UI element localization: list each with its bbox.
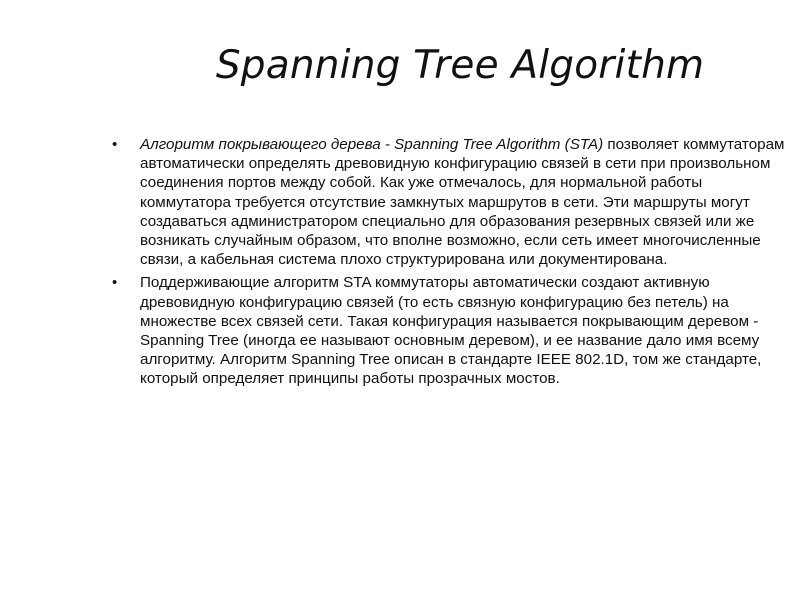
- bullet-icon: •: [112, 274, 118, 292]
- bullet-body-text: позволяет коммутаторам автоматически определять древовидную конфигурацию связей в сети при произвольном соединения портов между собой. Как уже отмечалось, для нормальной работы коммутатора требуется отсутствие замкнутых маршрутов в сети. Эти маршруты могут создаваться администратором специально для образования резервных связей или же возникать случайным образом, что вполне возможно, если сеть имеет многочисленные связи, а кабельная система плохо структурирована или документирована.: [140, 136, 785, 269]
- bullet-list: [112, 135, 787, 393]
- slide-title: Spanning Tree Algorithm: [215, 43, 705, 88]
- bullet-icon: •: [112, 136, 118, 153]
- bullet-item-sta-switches: [112, 273, 787, 388]
- bullet-body-text: Поддерживающие алгоритм STA коммутаторы автоматически создают активную древовидную конфигурацию связей (то есть связную конфигурацию без петель) на множестве всех связей сети. Такая конфигурация называется покрывающим деревом - Spanning Tree (иногда ее называют основным деревом), и ее название дало имя всему алгоритму. Алгоритм Spanning Tree описан в стандарте IEEE 802.1D, том же стандарте, который определяет принципы работы прозрачных мостов.: [140, 274, 762, 388]
- bullet-lead-text: Алгоритм покрывающего дерева - Spanning Tree Algorithm (STA): [140, 136, 604, 153]
- bullet-item-sta-definition: [112, 135, 787, 269]
